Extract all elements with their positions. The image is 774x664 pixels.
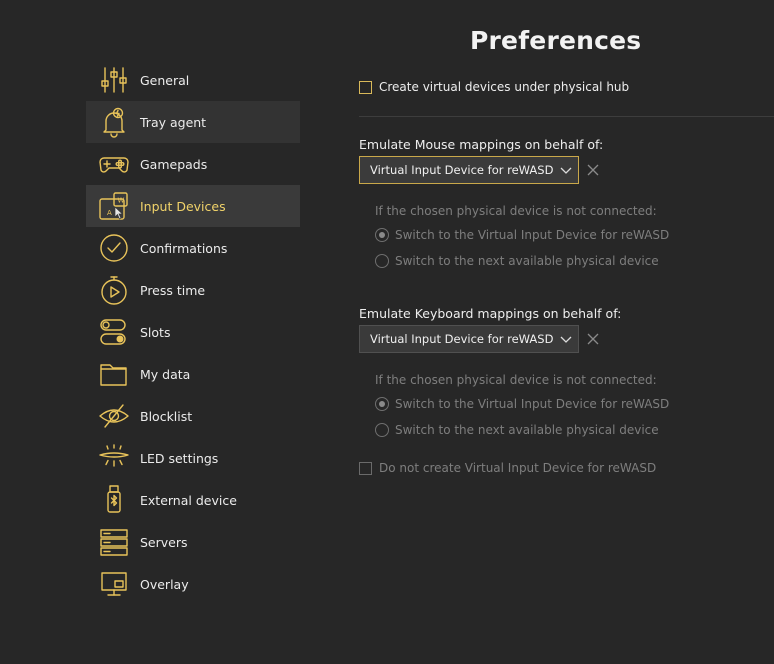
sidebar-item-label: Confirmations — [140, 240, 228, 256]
keyboard-clear-icon[interactable] — [587, 333, 599, 345]
mouse-mapping-heading: Emulate Mouse mappings on behalf of: — [359, 137, 604, 152]
keyboard-device-dropdown[interactable] — [359, 325, 579, 353]
checkmark-circle-icon — [98, 232, 130, 264]
bluetooth-usb-icon — [98, 484, 130, 516]
mouse-device-selected: Virtual Input Device for reWASD — [370, 163, 554, 177]
sidebar-item-label: Tray agent — [140, 114, 207, 130]
sidebar-item-label: General — [140, 72, 190, 88]
divider — [359, 116, 774, 117]
sidebar-item-press-time[interactable] — [86, 269, 300, 311]
sliders-icon — [98, 64, 130, 96]
svg-text:A: A — [107, 209, 112, 217]
mouse-option-next[interactable] — [375, 254, 659, 268]
mouse-option-virtual[interactable] — [375, 228, 669, 242]
toggle-switches-icon — [98, 316, 130, 348]
radio-button[interactable] — [375, 397, 389, 411]
virtual-hub-checkbox[interactable] — [359, 80, 629, 94]
sidebar-item-label: External device — [140, 492, 237, 508]
sidebar-item-label: My data — [140, 366, 191, 382]
radio-button[interactable] — [375, 254, 389, 268]
sidebar-item-input-devices[interactable] — [86, 185, 300, 227]
page-title: Preferences — [470, 26, 642, 55]
keyboard-mapping-heading: Emulate Keyboard mappings on behalf of: — [359, 306, 622, 321]
led-lamp-icon — [98, 442, 130, 474]
sidebar-item-label: Gamepads — [140, 156, 208, 172]
chevron-down-icon — [560, 165, 572, 175]
keyboard-fallback-label: If the chosen physical device is not connected: — [375, 373, 657, 387]
keyboard-option-next-label: Switch to the next available physical device — [395, 423, 659, 437]
sidebar-item-slots[interactable] — [86, 311, 300, 353]
chevron-down-icon — [560, 334, 572, 344]
sidebar-item-blocklist[interactable] — [86, 395, 300, 437]
bell-icon — [98, 106, 130, 138]
mouse-device-dropdown[interactable] — [359, 156, 579, 184]
keyboard-option-virtual[interactable] — [375, 397, 669, 411]
checkbox-box[interactable] — [359, 462, 372, 475]
sidebar-item-label: Press time — [140, 282, 206, 298]
keyboard-option-next[interactable] — [375, 423, 659, 437]
sidebar-item-gamepads[interactable] — [86, 143, 300, 185]
checkbox-box[interactable] — [359, 81, 372, 94]
mouse-option-next-label: Switch to the next available physical device — [395, 254, 659, 268]
sidebar-item-led-settings[interactable] — [86, 437, 300, 479]
sidebar-item-label: Overlay — [140, 576, 189, 592]
sidebar — [86, 59, 300, 605]
server-icon — [98, 526, 130, 558]
sidebar-item-label: Blocklist — [140, 408, 193, 424]
keyboard-option-virtual-label: Switch to the Virtual Input Device for reWASD — [395, 397, 670, 411]
stopwatch-play-icon — [98, 274, 130, 306]
mouse-option-virtual-label: Switch to the Virtual Input Device for reWASD — [395, 228, 670, 242]
keyboard-device-selected: Virtual Input Device for reWASD — [370, 332, 554, 346]
sidebar-item-label: Slots — [140, 324, 171, 340]
radio-button[interactable] — [375, 423, 389, 437]
folder-icon — [98, 358, 130, 390]
radio-button[interactable] — [375, 228, 389, 242]
monitor-icon — [98, 568, 130, 600]
svg-text:W: W — [117, 196, 125, 205]
eye-slash-icon — [98, 400, 130, 432]
sidebar-item-label: Input Devices — [140, 198, 226, 214]
no-virtual-device-checkbox[interactable] — [359, 461, 656, 475]
sidebar-item-general[interactable] — [86, 59, 300, 101]
mouse-fallback-label: If the chosen physical device is not connected: — [375, 204, 657, 218]
mouse-clear-icon[interactable] — [587, 164, 599, 176]
sidebar-item-my-data[interactable] — [86, 353, 300, 395]
sidebar-item-confirmations[interactable] — [86, 227, 300, 269]
virtual-hub-label: Create virtual devices under physical hub — [379, 80, 630, 94]
gamepad-icon — [98, 148, 130, 180]
sidebar-item-external-device[interactable] — [86, 479, 300, 521]
no-virtual-device-label: Do not create Virtual Input Device for reWASD — [379, 461, 657, 475]
sidebar-item-tray-agent[interactable] — [86, 101, 300, 143]
sidebar-item-label: LED settings — [140, 450, 219, 466]
sidebar-item-servers[interactable] — [86, 521, 300, 563]
sidebar-item-overlay[interactable] — [86, 563, 300, 605]
sidebar-item-label: Servers — [140, 534, 188, 550]
input-devices-icon — [98, 190, 130, 222]
